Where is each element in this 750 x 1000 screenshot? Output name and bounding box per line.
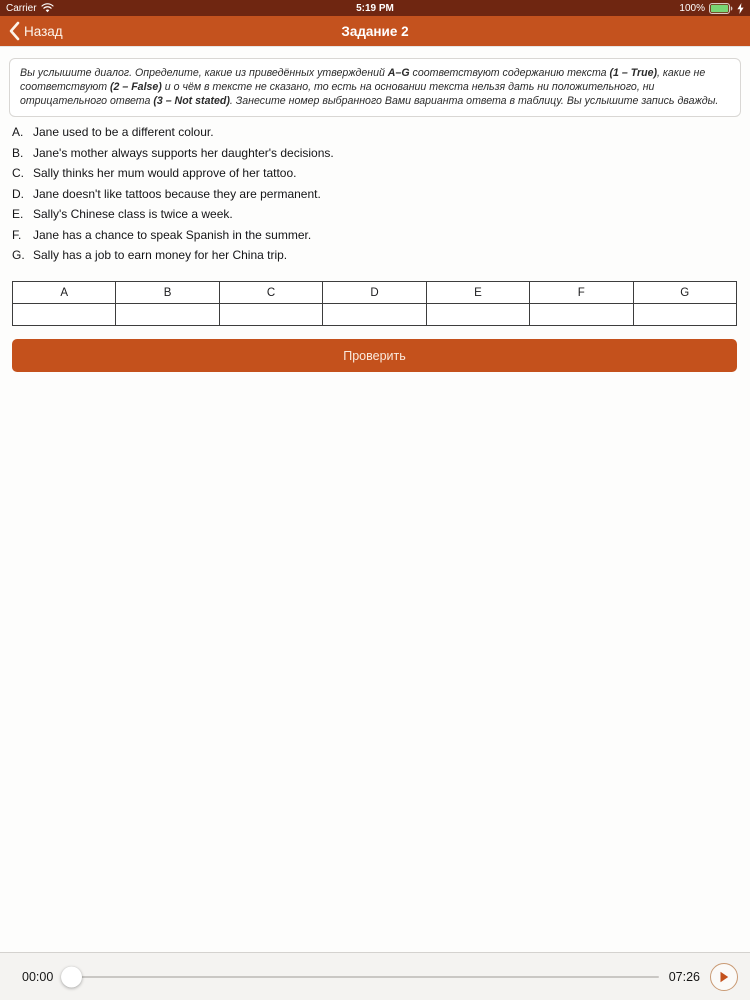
statement-item xyxy=(12,187,738,208)
statement-text: Jane has a chance to speak Spanish in the summer. xyxy=(33,227,312,242)
answer-cell[interactable] xyxy=(219,304,322,326)
answer-table-header-row xyxy=(13,282,737,304)
back-button-label: Назад xyxy=(24,23,63,39)
statement-letter: A. xyxy=(12,125,24,139)
statement-letter: G. xyxy=(12,248,25,262)
statement-letter: F. xyxy=(12,227,22,242)
answer-cell[interactable] xyxy=(13,304,116,326)
chevron-left-icon xyxy=(8,21,20,41)
answer-column-header: G xyxy=(633,282,736,304)
answer-column-header: A xyxy=(13,282,116,304)
instruction-segment: (2 – False) xyxy=(110,81,162,93)
statement-letter: E. xyxy=(12,207,24,221)
status-time: 5:19 PM xyxy=(356,2,394,14)
statement-text: Sally's Chinese class is twice a week. xyxy=(33,207,233,221)
instruction-segment: соответствуют содержанию текста xyxy=(409,67,610,79)
statement-letter: C. xyxy=(12,166,24,180)
status-bar xyxy=(0,0,750,16)
instruction-box xyxy=(9,58,741,117)
battery-percent: 100% xyxy=(679,2,705,14)
play-button[interactable] xyxy=(710,963,738,991)
statement-item xyxy=(12,146,738,167)
answer-column-header: F xyxy=(530,282,633,304)
back-button[interactable] xyxy=(8,21,63,41)
audio-player-bar xyxy=(0,952,750,1000)
statements-list xyxy=(12,125,738,269)
slider-track xyxy=(63,976,658,978)
instruction-segment: . Занесите номер выбранного Вами варианта ответа в таблицу. Вы услышите запись дважды. xyxy=(229,95,719,107)
answer-column-header: D xyxy=(323,282,426,304)
page-title: Задание 2 xyxy=(341,23,409,39)
statement-item xyxy=(12,228,738,249)
answer-cell[interactable] xyxy=(323,304,426,326)
instruction-segment: A–G xyxy=(387,67,410,79)
slider-thumb[interactable] xyxy=(61,966,82,987)
statement-item xyxy=(12,125,738,146)
answer-table-input-row xyxy=(13,304,737,326)
instruction-segment: и о чём в тексте не сказано, то есть на основании текста нельзя дать ни положительного, ни отрицательного ответа xyxy=(20,81,655,107)
instruction-segment: Вы услышите диалог. Определите, какие из приведённых утверждений xyxy=(20,67,388,79)
statement-text: Jane's mother always supports her daughter's decisions. xyxy=(33,145,334,160)
statement-item xyxy=(12,166,738,187)
answer-cell[interactable] xyxy=(633,304,736,326)
statement-item xyxy=(12,248,738,269)
statement-item xyxy=(12,207,738,228)
statement-text: Sally has a job to earn money for her China trip. xyxy=(33,248,288,262)
total-time-label: 07:26 xyxy=(668,969,700,984)
answer-cell[interactable] xyxy=(116,304,219,326)
current-time-label: 00:00 xyxy=(22,969,54,984)
statement-letter: B. xyxy=(12,145,24,160)
audio-progress-slider[interactable] xyxy=(63,966,658,988)
play-icon xyxy=(719,971,729,983)
statement-text: Sally thinks her mum would approve of her tattoo. xyxy=(33,166,297,180)
statement-text: Jane used to be a different colour. xyxy=(33,125,214,139)
answer-cell[interactable] xyxy=(426,304,529,326)
statement-text: Jane doesn't like tattoos because they are permanent. xyxy=(33,186,321,201)
answer-column-header: E xyxy=(426,282,529,304)
instruction-segment: (3 – Not stated) xyxy=(153,95,230,107)
statement-letter: D. xyxy=(12,186,24,201)
answer-column-header: B xyxy=(116,282,219,304)
answer-cell[interactable] xyxy=(530,304,633,326)
instruction-segment: , какие не соответствуют xyxy=(20,67,706,93)
instruction-segment: (1 – True) xyxy=(609,67,658,79)
nav-bar xyxy=(0,16,750,46)
check-button[interactable]: Проверить xyxy=(12,339,737,372)
carrier-label: Carrier xyxy=(6,2,37,14)
answer-column-header: C xyxy=(219,282,322,304)
answer-table xyxy=(12,281,737,326)
